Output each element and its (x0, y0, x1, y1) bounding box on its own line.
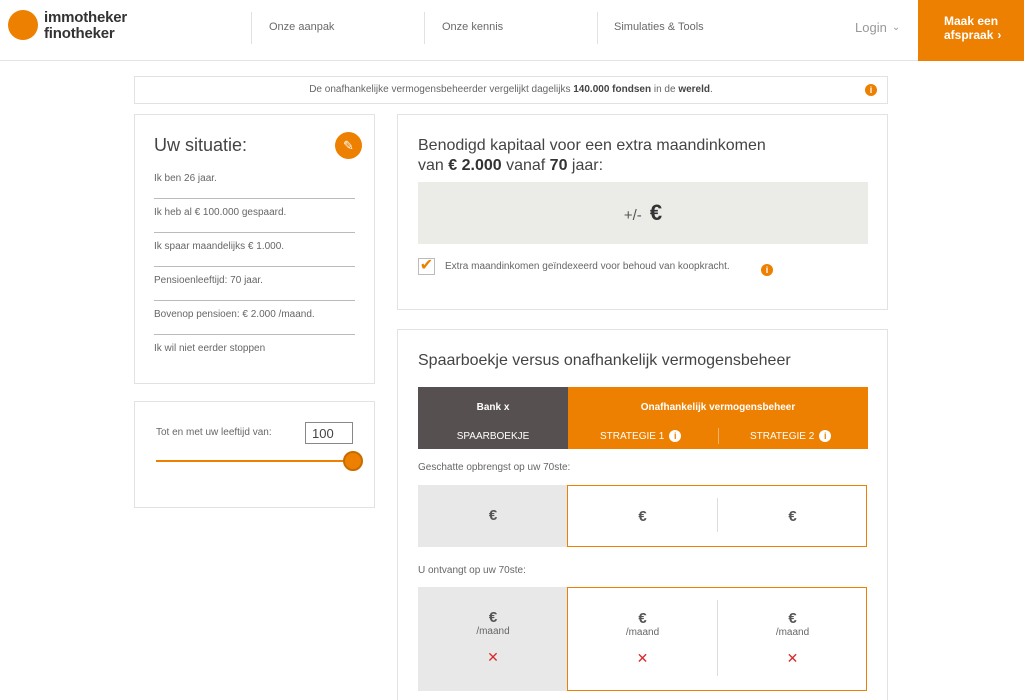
situation-item-saved: Ik heb al € 100.000 gespaard. (154, 199, 355, 233)
edit-pencil-icon[interactable]: ✎ (335, 132, 362, 159)
info-icon[interactable]: i (819, 430, 831, 442)
cross-icon: ✕ (487, 649, 499, 665)
strategy-2-monthly-value: € (788, 610, 797, 627)
nav-simulaties-tools[interactable]: Simulaties & Tools (614, 21, 704, 33)
row-estimated-yield-label: Geschatte opbrengst op uw 70ste: (418, 462, 571, 473)
info-banner (134, 76, 888, 104)
strategy-2-label: STRATEGIE 2 (750, 430, 815, 442)
bank-subtitle: SPAARBOEKJE (456, 431, 530, 442)
capital-title-post: jaar: (567, 157, 604, 174)
cta-line-2: afspraak (944, 28, 994, 42)
bank-monthly-cell (418, 587, 568, 691)
cross-icon: ✕ (636, 650, 649, 666)
situation-item-pension-age: Pensioenleeftijd: 70 jaar. (154, 267, 355, 301)
capital-panel (397, 114, 888, 310)
strategy-1-monthly (568, 610, 717, 667)
login-button[interactable] (855, 20, 900, 35)
age-slider-track[interactable] (156, 460, 353, 462)
row-monthly-receive-label: U ontvangt op uw 70ste: (418, 565, 526, 576)
situation-item-extra-income: Bovenop pensioen: € 2.000 /maand. (154, 301, 355, 335)
banner-text-pre: De onafhankelijke vermogensbeheerder vergelijkt dagelijks (309, 84, 574, 95)
cross-icon: ✕ (786, 650, 799, 666)
tab-strategy-2[interactable] (750, 430, 831, 442)
capital-title-mid: vanaf (501, 157, 550, 174)
logo-dot-icon[interactable] (8, 10, 38, 40)
age-label: Tot en met uw leeftijd van: (156, 427, 272, 438)
nav-divider (424, 12, 425, 44)
info-icon[interactable]: i (761, 264, 773, 276)
banner-highlight-funds: 140.000 fondsen (573, 84, 652, 95)
capital-amount: € 2.000 (448, 157, 502, 174)
bank-title: Bank x (476, 402, 510, 413)
independent-column-header (568, 387, 868, 449)
independent-title: Onafhankelijk vermogensbeheer (640, 402, 796, 413)
strategy-2-yield (718, 508, 867, 526)
bank-yield-cell (418, 485, 568, 547)
banner-text-post: . (710, 84, 713, 95)
situation-panel (134, 114, 375, 384)
logo-line-2: finotheker (44, 25, 115, 42)
nav-divider (251, 12, 252, 44)
strategy-1-monthly-value: € (638, 610, 647, 627)
strategy-divider (718, 428, 719, 444)
logo-line-1: immotheker (44, 9, 128, 26)
capital-title-line1: Benodigd kapitaal voor een extra maandinkomen (418, 137, 766, 154)
situation-title: Uw situatie: (154, 135, 248, 155)
capital-result-value: € (649, 200, 663, 225)
strategy-2-monthly (718, 610, 867, 667)
indexation-checkbox[interactable]: ✔ (419, 257, 434, 274)
independent-yield-cells (567, 485, 867, 547)
age-input[interactable] (305, 422, 353, 444)
bank-yield-value: € (488, 507, 498, 524)
situation-item-age: Ik ben 26 jaar. (154, 165, 355, 199)
bank-column-header (418, 387, 568, 449)
compare-title: Spaarboekje versus onafhankelijk vermogensbeheer (418, 352, 791, 369)
chevron-down-icon: ⌄ (891, 22, 901, 33)
info-icon[interactable]: i (865, 84, 877, 96)
age-slider-handle[interactable] (343, 451, 363, 471)
capital-result (418, 182, 868, 244)
strategy-2-per-month: /maand (775, 627, 810, 638)
bank-per-month: /maand (476, 626, 510, 637)
capital-title (418, 136, 766, 176)
capital-title-pre: van (418, 157, 449, 174)
nav-onze-aanpak[interactable]: Onze aanpak (269, 21, 335, 33)
situation-item-monthly: Ik spaar maandelijks € 1.000. (154, 233, 355, 267)
cta-line-1: Maak een (944, 14, 999, 28)
age-panel (134, 401, 375, 508)
bank-monthly-value: € (488, 609, 498, 626)
nav-onze-kennis[interactable]: Onze kennis (442, 21, 504, 33)
indexation-label: Extra maandinkomen geïndexeerd voor behoud van koopkracht. (445, 261, 730, 272)
strategy-1-yield-value: € (638, 508, 647, 525)
capital-result-prefix: +/- (623, 207, 642, 224)
strategy-2-yield-value: € (788, 508, 797, 525)
compare-panel (397, 329, 888, 700)
make-appointment-button[interactable] (918, 0, 1024, 61)
logo[interactable] (44, 10, 127, 42)
login-label: Login (855, 20, 887, 35)
header (0, 0, 1024, 61)
situation-item-stop: Ik wil niet eerder stoppen (154, 343, 266, 354)
chevron-right-icon: › (997, 28, 1002, 42)
independent-monthly-cells (567, 587, 867, 691)
tab-strategy-1[interactable] (600, 430, 681, 442)
capital-age: 70 (549, 157, 568, 174)
info-icon[interactable]: i (669, 430, 681, 442)
banner-highlight-world: wereld (678, 84, 710, 95)
strategy-1-per-month: /maand (625, 627, 660, 638)
situation-list (154, 165, 355, 369)
strategy-1-yield (568, 508, 717, 526)
strategy-1-label: STRATEGIE 1 (600, 430, 665, 442)
banner-text-mid: in de (651, 84, 679, 95)
nav-divider (597, 12, 598, 44)
